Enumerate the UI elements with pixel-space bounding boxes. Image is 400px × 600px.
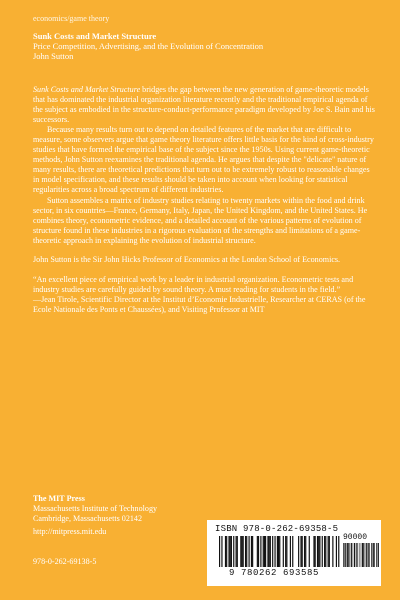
barcode-bar: [363, 543, 364, 567]
paragraph-2: Because many results turn out to depend on detailed features of the market that are difficult to measure, some observers argue that game theory literature offers little basis for the kind of cross-industry studies that have formed the empirical base of the subject since the 1950s. Using current game-theoretic methods, John Sutton reexamines the traditional agenda. He argues that despite the "delicate" nature of many results, there are theoretical predictions that turn out to be extremely robust to reasonable changes in model specification, and these results should be taken into account when looking for statistical regularities across a broad spectrum of different industries.: [33, 125, 374, 195]
barcode-bar: [313, 536, 314, 567]
barcode-bar: [240, 536, 241, 567]
barcode-bar: [300, 536, 301, 567]
barcode-bar: [347, 543, 348, 567]
barcode-bar: [278, 536, 279, 567]
barcode-bar: [302, 536, 303, 567]
barcode-price-code: 90000: [343, 533, 368, 542]
barcode-bar: [267, 536, 268, 567]
title-block: [33, 31, 373, 62]
barcode-bar: [257, 536, 258, 567]
intro-title-italic: Sunk Costs and Market Structure: [33, 85, 141, 94]
barcode-bar: [221, 536, 222, 567]
barcode-bar: [263, 536, 264, 567]
barcode-bar: [225, 536, 226, 567]
barcode-bar: [362, 543, 363, 567]
publisher-name: The MIT Press: [33, 494, 85, 503]
barcode-digits: 9 780262 693585: [228, 568, 319, 578]
barcode-bar: [336, 536, 337, 567]
author-bio: John Sutton is the Sir John Hicks Professor of Economics at the London School of Economics.: [33, 254, 341, 264]
barcode-bar: [258, 536, 259, 567]
barcode-bar: [304, 536, 305, 567]
barcode-bar: [249, 536, 250, 567]
barcode-bar: [252, 536, 253, 567]
barcode-bar: [373, 543, 374, 567]
quote-attribution: —Jean Tirole, Scientific Director at the Institut d’Economie Industrielle, Researcher at CERAS (of the Ecole Nationale des Ponts et Chaussées), and Visiting Professor at MIT: [33, 294, 366, 314]
barcode-bar: [270, 536, 271, 567]
barcode-bar: [371, 543, 372, 567]
barcode-bar: [365, 543, 366, 567]
isbn-number: 978-0-262-69138-5: [33, 557, 97, 566]
barcode-bar: [325, 536, 326, 567]
barcode-bar: [378, 543, 379, 567]
barcode-bar: [367, 543, 368, 567]
barcode-bar: [322, 536, 323, 567]
barcode-bar: [324, 536, 325, 567]
barcode-bar: [360, 543, 361, 567]
barcode-bar: [246, 536, 247, 567]
barcode-bar: [298, 536, 299, 567]
barcode-bar: [305, 536, 306, 567]
book-subtitle: Price Competition, Advertising, and the Evolution of Concentration: [33, 41, 264, 52]
barcode-bar: [251, 536, 252, 567]
paragraph-3: Sutton assembles a matrix of industry studies relating to twenty markets within the food and drink sector, in six countries—France, Germany, Italy, Japan, the United Kingdom, and the United States. He combines theory, econometric evidence, and a detailed account of the various patterns of evolution of structure found in these industries in a rigorous evaluation of the strengths and limitations of a game-theoretic approach in explaining the evolution of industrial structure.: [33, 195, 368, 245]
barcode-bar: [319, 536, 320, 567]
barcode-bar: [265, 536, 266, 567]
barcode-bar: [236, 536, 237, 567]
barcode-bar: [362, 543, 363, 567]
barcode-bar: [329, 536, 330, 567]
barcode-bar: [317, 536, 318, 567]
barcode-bar: [269, 536, 270, 567]
barcode-bar: [226, 536, 227, 567]
barcode-bar: [274, 536, 275, 567]
barcode-bar: [228, 536, 229, 567]
barcode-main-bars: [219, 536, 339, 567]
barcode-bar: [285, 536, 286, 567]
barcode-bar: [349, 543, 350, 567]
barcode-bar: [260, 536, 261, 567]
barcode-bar: [290, 536, 291, 567]
endorsement-quote: “An excellent piece of empirical work by a leader in industrial organization. Econometric tests and industry studies are carefully guided by sound theory. A must reading for students in the field.”: [33, 274, 354, 294]
book-title: Sunk Costs and Market Structure: [33, 31, 157, 41]
barcode-bar: [241, 536, 242, 567]
publisher-address-line-1: Massachusetts Institute of Technology: [33, 504, 158, 513]
author-name: John Sutton: [33, 51, 74, 62]
isbn-barcode: [207, 520, 381, 586]
barcode-bar: [356, 543, 357, 567]
barcode-bar: [352, 543, 353, 567]
barcode-bar: [373, 543, 374, 567]
barcode-bar: [279, 536, 280, 567]
barcode-bar: [378, 543, 379, 567]
barcode-bar: [348, 543, 349, 567]
barcode-bar: [338, 536, 339, 567]
barcode-bar: [230, 536, 231, 567]
barcode-bar: [328, 536, 329, 567]
publisher-address-line-2: Cambridge, Massachusetts 02142: [33, 514, 143, 523]
barcode-bar: [345, 543, 346, 567]
barcode-bar: [343, 543, 344, 567]
barcode-bar: [344, 543, 345, 567]
barcode-bar: [332, 536, 333, 567]
barcode-bar: [369, 543, 370, 567]
barcode-bar: [355, 543, 356, 567]
barcode-bar: [231, 536, 232, 567]
barcode-bar: [318, 536, 319, 567]
publisher-info: [33, 494, 213, 537]
barcode-bar: [283, 536, 284, 567]
barcode-bar: [309, 536, 310, 567]
barcode-bar: [233, 536, 234, 567]
barcode-bar: [237, 536, 238, 567]
barcode-bar: [374, 543, 375, 567]
barcode-bar: [368, 543, 369, 567]
barcode-bar: [354, 543, 355, 567]
barcode-bar: [264, 536, 265, 567]
barcode-bar: [366, 543, 367, 567]
publisher-website: http://mitpress.mit.edu: [33, 527, 107, 536]
barcode-bar: [219, 536, 220, 567]
barcode-bar: [272, 536, 273, 567]
intro-text: bridges the gap between the new generation of game-theoretic models that has dominated the industrial organization literature recently and the traditional empirical agenda of the subject as embodied in the structure-conduct-performance paradigm developed by Joe S. Bain and his successors.: [33, 85, 375, 125]
barcode-bar: [376, 543, 377, 567]
barcode-bar: [292, 536, 293, 567]
description: [33, 85, 375, 315]
barcode-bar: [351, 543, 352, 567]
barcode-bar: [347, 543, 348, 567]
barcode-bar: [286, 536, 287, 567]
barcode-isbn-text: ISBN 978-0-262-69358-5: [215, 524, 339, 534]
barcode-bar: [277, 536, 278, 567]
barcode-bar: [245, 536, 246, 567]
barcode-bar: [243, 536, 244, 567]
barcode-price-bars: [343, 543, 379, 567]
barcode-bar: [315, 536, 316, 567]
category-label: economics/game theory: [33, 14, 110, 23]
intro-paragraph: [33, 85, 375, 125]
barcode-bar: [357, 543, 358, 567]
